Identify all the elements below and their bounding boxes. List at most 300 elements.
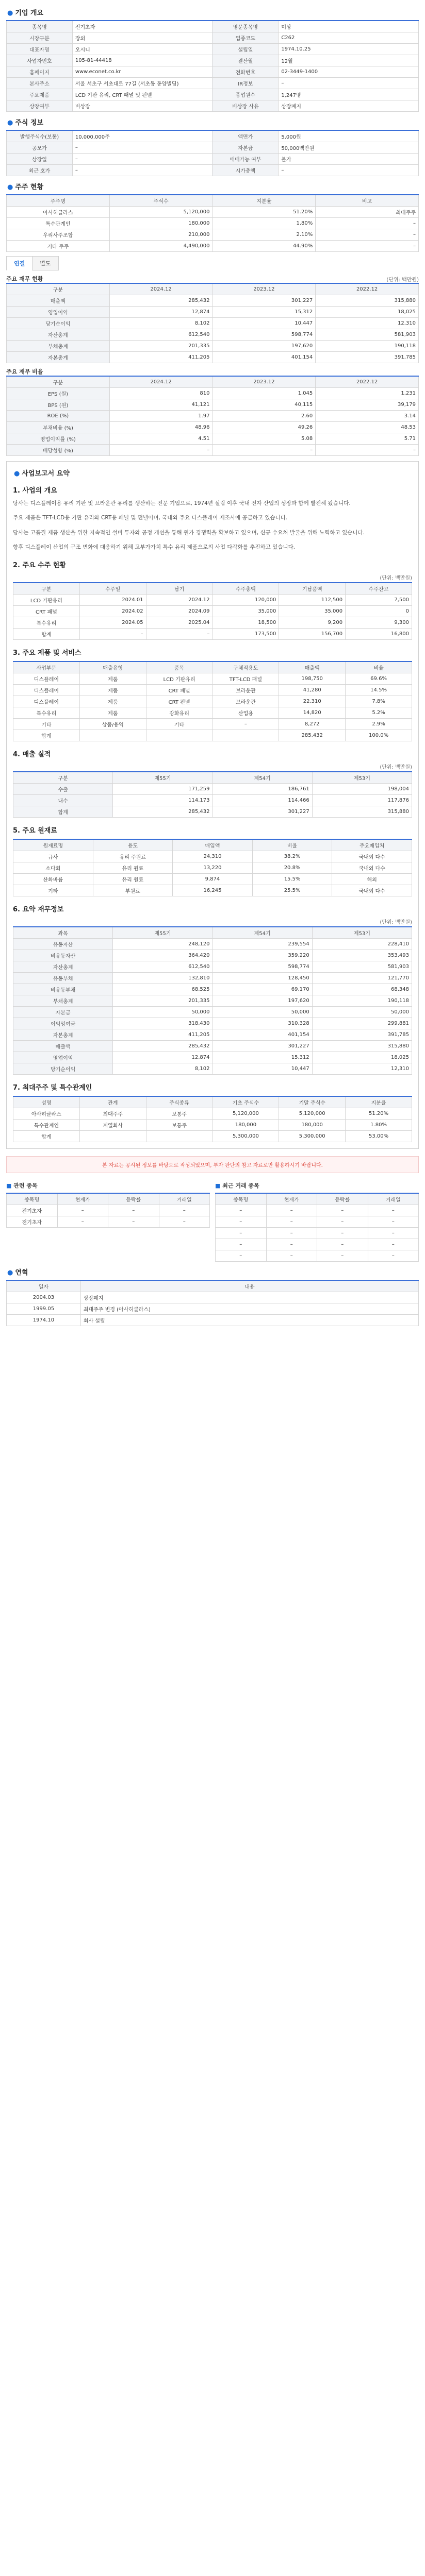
field-label: 영문종목명 — [213, 21, 279, 32]
field-value: C262 — [279, 32, 419, 44]
table-cell: 35,000 — [279, 605, 346, 617]
table-cell: 50,000 — [113, 1006, 213, 1018]
table-cell: 5.08 — [213, 433, 316, 445]
orders-unit: (단위: 백만원) — [380, 575, 412, 581]
table-cell — [213, 730, 279, 741]
report-paragraph: 당사는 고품질 제품 생산을 위한 지속적인 설비 투자와 공정 개선을 통해 원가 경쟁력을 확보하고 있으며, 신규 수요처 발굴을 위해 노력하고 있습니다. — [13, 529, 365, 536]
header-row — [13, 839, 412, 851]
report-title: ● 사업보고서 요약 — [14, 470, 70, 478]
shareholders-table — [6, 194, 419, 252]
table-row — [7, 388, 419, 399]
table-cell: 부채총계 — [7, 341, 110, 352]
column-header: 기말 주식수 — [279, 1096, 346, 1108]
table-cell: 15,312 — [213, 307, 316, 318]
field-value: 10,000,000주 — [72, 130, 213, 142]
table-cell: 24,310 — [173, 851, 253, 862]
field-value: 불가 — [279, 154, 419, 165]
table-cell: 50,000 — [213, 1006, 312, 1018]
field-value: 50,000백만원 — [279, 142, 419, 154]
field-value: – — [72, 142, 213, 154]
column-header: 등락률 — [317, 1193, 368, 1205]
table-cell: – — [317, 1239, 368, 1250]
table-cell: 12,874 — [109, 307, 213, 318]
table-cell: – — [316, 445, 419, 456]
table-cell: 기타 — [13, 718, 80, 730]
table-cell: 디스플레이 — [13, 696, 80, 707]
field-label: 설립일 — [213, 44, 279, 55]
table-row — [7, 44, 419, 55]
table-cell: 353,493 — [312, 950, 412, 961]
table-cell: 198,004 — [312, 783, 412, 794]
table-cell: 기타 — [13, 885, 93, 896]
table-cell: – — [368, 1227, 419, 1239]
table-cell — [79, 1130, 146, 1142]
field-value: – — [279, 78, 419, 89]
table-cell: – — [316, 218, 419, 229]
table-row — [7, 207, 419, 218]
table-cell: 180,000 — [279, 1119, 346, 1130]
table-row — [7, 78, 419, 89]
table-cell: 유동부채 — [13, 972, 113, 984]
report-heading-business: 1. 사업의 개요 — [13, 487, 57, 495]
table-row — [216, 1216, 419, 1227]
table-row — [7, 32, 419, 44]
table-row — [7, 1216, 210, 1227]
column-header: 제54기 — [213, 927, 312, 939]
field-value: www.econet.co.kr — [72, 66, 213, 78]
table-row — [13, 995, 412, 1006]
orders-table — [13, 582, 412, 640]
table-row — [7, 1303, 419, 1314]
column-header: 수주총액 — [213, 583, 279, 595]
table-cell: – — [159, 1216, 210, 1227]
ratios-title: 주요 재무 비율 — [6, 368, 43, 375]
column-header: 현재가 — [57, 1193, 108, 1205]
table-cell: 당기순이익 — [13, 1063, 113, 1074]
table-cell: 규사 — [13, 851, 93, 862]
report-paragraph: 향후 디스플레이 산업의 구조 변화에 대응하기 위해 고부가가치 특수 유리 제품으로의 사업 다각화를 추진하고 있습니다. — [13, 544, 296, 551]
table-cell: 68,348 — [312, 984, 412, 995]
table-row — [7, 165, 419, 176]
field-value: – — [72, 165, 213, 176]
table-cell: 359,220 — [213, 950, 312, 961]
column-header: 기초 주식수 — [213, 1096, 279, 1108]
field-value: LCD 기판 유리, CRT 패널 및 펀넬 — [72, 89, 213, 100]
table-cell: 특수관계인 — [7, 218, 110, 229]
table-cell: 315,880 — [316, 295, 419, 307]
field-value: 장외 — [72, 32, 213, 44]
table-cell: 14.5% — [346, 684, 412, 696]
table-row — [7, 329, 419, 341]
table-cell: 598,774 — [213, 961, 312, 972]
table-cell: 1,231 — [316, 388, 419, 399]
table-cell: 자본총계 — [7, 352, 110, 363]
field-label: 액면가 — [213, 130, 279, 142]
table-cell: 7,500 — [346, 594, 412, 605]
field-label: 자본금 — [213, 142, 279, 154]
table-row — [13, 806, 412, 817]
table-cell: 41,121 — [109, 399, 213, 411]
table-cell: 3.14 — [316, 411, 419, 422]
table-cell: 310,328 — [213, 1018, 312, 1029]
field-label: 본사주소 — [7, 78, 73, 89]
table-cell — [146, 1130, 213, 1142]
history-table — [6, 1280, 419, 1326]
table-cell: 당기순이익 — [7, 318, 110, 329]
table-cell: 13,220 — [173, 862, 253, 873]
table-cell: 국내외 다수 — [332, 851, 412, 862]
table-cell: – — [146, 628, 213, 639]
table-cell: CRT 펀넬 — [146, 696, 213, 707]
table-cell: 상품/용역 — [79, 718, 146, 730]
table-row — [216, 1227, 419, 1239]
table-cell: – — [108, 1216, 159, 1227]
table-cell: LCD 기판유리 — [13, 594, 80, 605]
table-cell: 128,450 — [213, 972, 312, 984]
table-cell: – — [79, 628, 146, 639]
table-cell: 171,259 — [113, 783, 213, 794]
table-row — [13, 961, 412, 972]
table-cell: – — [316, 241, 419, 252]
table-cell: 228,410 — [312, 938, 412, 950]
table-cell: LCD 기판유리 — [146, 673, 213, 684]
table-cell: 117,876 — [312, 794, 412, 806]
table-row — [7, 1292, 419, 1303]
disclaimer-notice: 본 자료는 공시된 정보를 바탕으로 작성되었으며, 투자 판단의 참고 자료로만 활용하시기 바랍니다. — [6, 1156, 419, 1173]
table-row — [13, 696, 412, 707]
column-header: 원재료명 — [13, 839, 93, 851]
table-cell: 180,000 — [109, 218, 213, 229]
table-cell: 최대주주 — [79, 1108, 146, 1119]
table-cell: 계열회사 — [79, 1119, 146, 1130]
table-cell: – — [317, 1205, 368, 1216]
table-cell: 53.00% — [346, 1130, 412, 1142]
table-row — [7, 445, 419, 456]
table-cell: 부채비율 (%) — [7, 422, 110, 433]
table-cell: 69.6% — [346, 673, 412, 684]
table-cell: 0 — [346, 605, 412, 617]
column-header: 종목명 — [216, 1193, 267, 1205]
table-cell: 2024.09 — [146, 605, 213, 617]
field-value: 12월 — [279, 55, 419, 66]
table-cell: 121,770 — [312, 972, 412, 984]
table-cell: 특수관계인 — [13, 1119, 80, 1130]
table-cell: 산화바륨 — [13, 873, 93, 885]
table-row — [7, 399, 419, 411]
column-header: 제55기 — [113, 772, 213, 784]
table-cell: TFT-LCD 패널 — [213, 673, 279, 684]
table-cell: 197,620 — [213, 995, 312, 1006]
table-cell: 12,310 — [312, 1063, 412, 1074]
table-cell: 239,554 — [213, 938, 312, 950]
table-cell: 수출 — [13, 783, 113, 794]
table-cell: 1,045 — [213, 388, 316, 399]
table-cell: 부채총계 — [13, 995, 113, 1006]
table-cell: 4,490,000 — [109, 241, 213, 252]
column-header: 매출액 — [279, 662, 346, 673]
fin-summary-unit: (단위: 백만원) — [380, 919, 412, 925]
table-cell: 156,700 — [279, 628, 346, 639]
header-row — [13, 1096, 412, 1108]
table-cell: 197,620 — [213, 341, 316, 352]
report-heading-sales: 4. 매출 실적 — [13, 750, 51, 758]
table-cell: 이익잉여금 — [13, 1018, 113, 1029]
column-header: 2022.12 — [316, 283, 419, 295]
column-header: 구분 — [13, 772, 113, 784]
table-cell: 120,000 — [213, 594, 279, 605]
table-cell: 100.0% — [346, 730, 412, 741]
field-value: 5,000원 — [279, 130, 419, 142]
table-row — [7, 433, 419, 445]
table-row — [7, 1205, 210, 1216]
related-left-title: ■ 관련 종목 — [6, 1182, 38, 1189]
table-cell: 248,120 — [113, 938, 213, 950]
column-header: 매출유형 — [79, 662, 146, 673]
column-header: 구체적용도 — [213, 662, 279, 673]
tab-consolidated[interactable]: 연결 — [6, 256, 32, 270]
sales-table — [13, 771, 412, 818]
table-cell: 전기초자 — [7, 1216, 58, 1227]
table-cell: 612,540 — [113, 961, 213, 972]
header-row — [7, 1280, 419, 1292]
table-cell: – — [317, 1216, 368, 1227]
table-cell: – — [216, 1239, 267, 1250]
fin-overview-title: 주요 재무 현황 — [6, 276, 43, 282]
table-cell: – — [368, 1205, 419, 1216]
table-cell: 영업이익 — [7, 307, 110, 318]
table-cell: 해외 — [332, 873, 412, 885]
table-cell: 회사 설립 — [80, 1314, 418, 1326]
table-cell: – — [109, 445, 213, 456]
table-cell: 1974.10 — [7, 1314, 81, 1326]
table-cell: 아사히글라스 — [7, 207, 110, 218]
table-cell: – — [316, 229, 419, 241]
table-cell: 1.97 — [109, 411, 213, 422]
table-cell: 186,761 — [213, 783, 312, 794]
table-cell: – — [213, 445, 316, 456]
header-row — [13, 927, 412, 939]
table-cell: – — [159, 1205, 210, 1216]
table-cell: 391,785 — [312, 1029, 412, 1040]
column-header: 수주일 — [79, 583, 146, 595]
table-cell: EPS (원) — [7, 388, 110, 399]
table-cell: 18,025 — [316, 307, 419, 318]
table-row — [13, 1029, 412, 1040]
field-label: 상장여부 — [7, 100, 73, 112]
column-header: 제53기 — [312, 772, 412, 784]
field-label: 시장구분 — [7, 32, 73, 44]
fin-overview-unit: (단위: 백만원) — [386, 277, 419, 283]
table-cell: 영업이익 — [13, 1052, 113, 1063]
table-cell: 39,179 — [316, 399, 419, 411]
fin-tabs — [6, 256, 419, 270]
column-header: 지분율 — [213, 195, 316, 207]
stock-table — [6, 130, 419, 176]
table-cell: – — [368, 1239, 419, 1250]
company-section-title: ● 기업 개요 — [7, 9, 44, 17]
table-cell: – — [368, 1216, 419, 1227]
table-cell: 합계 — [13, 1130, 80, 1142]
table-cell: – — [368, 1250, 419, 1261]
table-cell: 2.9% — [346, 718, 412, 730]
column-header: 관계 — [79, 1096, 146, 1108]
field-value: 1,247명 — [279, 89, 419, 100]
column-header: 구분 — [13, 583, 80, 595]
table-cell: 38.2% — [252, 851, 332, 862]
table-cell: 10,447 — [213, 1063, 312, 1074]
table-row — [7, 154, 419, 165]
table-row — [13, 684, 412, 696]
field-label: 상장일 — [7, 154, 73, 165]
table-cell: 132,810 — [113, 972, 213, 984]
table-cell: 최대주주 — [316, 207, 419, 218]
table-row — [7, 229, 419, 241]
table-cell: 40,115 — [213, 399, 316, 411]
table-cell: 18,025 — [312, 1052, 412, 1063]
table-row — [13, 1108, 412, 1119]
column-header: 일자 — [7, 1280, 81, 1292]
table-cell: 581,903 — [316, 329, 419, 341]
table-cell: 10,447 — [213, 318, 316, 329]
table-cell: 브라운관 — [213, 684, 279, 696]
field-label: 전화번호 — [213, 66, 279, 78]
table-cell: 합계 — [13, 730, 80, 741]
report-paragraph: 당사는 디스플레이용 유리 기판 및 브라운관 유리를 생산하는 전문 기업으로, 1974년 설립 이후 국내 전자 산업의 성장과 함께 발전해 왔습니다. — [13, 500, 351, 506]
table-cell: 2.60 — [213, 411, 316, 422]
table-cell: 비유동부채 — [13, 984, 113, 995]
table-cell: 8,102 — [109, 318, 213, 329]
table-cell: 제품 — [79, 684, 146, 696]
table-cell: 합계 — [13, 806, 113, 817]
field-value: 02-3449-1400 — [279, 66, 419, 78]
table-cell: – — [213, 718, 279, 730]
table-cell: 198,750 — [279, 673, 346, 684]
report-heading-raw: 5. 주요 원재료 — [13, 826, 57, 835]
field-value: – — [72, 154, 213, 165]
table-cell: 5,120,000 — [213, 1108, 279, 1119]
report-heading-products: 3. 주요 제품 및 서비스 — [13, 649, 81, 657]
table-cell: – — [216, 1216, 267, 1227]
table-cell: 2024.12 — [146, 594, 213, 605]
table-cell: 5,120,000 — [279, 1108, 346, 1119]
table-cell: – — [57, 1205, 108, 1216]
field-value: – — [279, 165, 419, 176]
table-row — [13, 885, 412, 896]
table-row — [7, 55, 419, 66]
table-cell — [79, 730, 146, 741]
history-section-title: ● 연혁 — [7, 1268, 28, 1277]
table-cell: 318,430 — [113, 1018, 213, 1029]
field-label: 업종코드 — [213, 32, 279, 44]
table-cell: 9,200 — [279, 617, 346, 628]
column-header: 제53기 — [312, 927, 412, 939]
table-cell: 41,280 — [279, 684, 346, 696]
table-cell: 1.80% — [346, 1119, 412, 1130]
related-left-table — [6, 1193, 210, 1228]
table-cell: 2004.03 — [7, 1292, 81, 1303]
table-row — [13, 1119, 412, 1130]
table-row — [13, 794, 412, 806]
column-header: 거래일 — [159, 1193, 210, 1205]
table-cell: 1.80% — [213, 218, 316, 229]
table-cell: 8,272 — [279, 718, 346, 730]
header-row — [13, 772, 412, 784]
column-header: 과목 — [13, 927, 113, 939]
field-label: 대표자명 — [7, 44, 73, 55]
field-value: 서울 서초구 서초대로 77길 (서초동 동양빌딩) — [72, 78, 213, 89]
field-value: 105-81-44418 — [72, 55, 213, 66]
table-cell: – — [216, 1250, 267, 1261]
table-cell: – — [108, 1205, 159, 1216]
table-cell: 51.20% — [346, 1108, 412, 1119]
column-header: 주식수 — [109, 195, 213, 207]
table-cell: 301,227 — [213, 1040, 312, 1052]
header-row — [13, 583, 412, 595]
table-cell: – — [266, 1250, 317, 1261]
table-cell: 210,000 — [109, 229, 213, 241]
report-heading-major: 7. 최대주주 및 특수관계인 — [13, 1083, 92, 1092]
table-cell: 영업이익률 (%) — [7, 433, 110, 445]
field-label: 종업원수 — [213, 89, 279, 100]
column-header: 2022.12 — [316, 376, 419, 388]
fin-overview-table — [6, 283, 419, 363]
table-cell: 전기초자 — [7, 1205, 58, 1216]
table-cell: 보통주 — [146, 1119, 213, 1130]
table-cell: 국내외 다수 — [332, 885, 412, 896]
table-cell: 제품 — [79, 696, 146, 707]
column-header: 2024.12 — [109, 376, 213, 388]
table-cell: 285,432 — [279, 730, 346, 741]
table-cell: 411,205 — [109, 352, 213, 363]
report-heading-fin: 6. 요약 재무정보 — [13, 905, 64, 913]
table-row — [7, 422, 419, 433]
table-cell: CRT 패널 — [146, 684, 213, 696]
table-cell: 5.71 — [316, 433, 419, 445]
field-value: 비상장 — [72, 100, 213, 112]
table-cell: 우리사주조합 — [7, 229, 110, 241]
table-cell: 강화유리 — [146, 707, 213, 718]
table-cell: 201,335 — [113, 995, 213, 1006]
report-paragraphs — [13, 499, 412, 552]
table-cell: 180,000 — [213, 1119, 279, 1130]
tab-separate[interactable]: 별도 — [32, 256, 58, 270]
table-cell: 2024.01 — [79, 594, 146, 605]
table-cell: 합계 — [13, 628, 80, 639]
column-header: 지분율 — [346, 1096, 412, 1108]
table-cell: 20.8% — [252, 862, 332, 873]
column-header: 종목명 — [7, 1193, 58, 1205]
table-cell: 제품 — [79, 673, 146, 684]
table-cell: 매출액 — [13, 1040, 113, 1052]
table-cell: 51.20% — [213, 207, 316, 218]
table-cell: 브라운관 — [213, 696, 279, 707]
column-header: 2023.12 — [213, 283, 316, 295]
column-header: 구분 — [7, 283, 110, 295]
table-cell: 비유동자산 — [13, 950, 113, 961]
table-cell — [146, 730, 213, 741]
table-cell: 9,300 — [346, 617, 412, 628]
table-cell: – — [266, 1216, 317, 1227]
table-cell: 68,525 — [113, 984, 213, 995]
field-value: 1974.10.25 — [279, 44, 419, 55]
table-row — [13, 628, 412, 639]
sales-unit: (단위: 백만원) — [380, 764, 412, 770]
column-header: 거래일 — [368, 1193, 419, 1205]
table-cell: 상장폐지 — [80, 1292, 418, 1303]
field-label: 주요제품 — [7, 89, 73, 100]
field-label: 시가총액 — [213, 165, 279, 176]
table-cell: 301,227 — [213, 295, 316, 307]
